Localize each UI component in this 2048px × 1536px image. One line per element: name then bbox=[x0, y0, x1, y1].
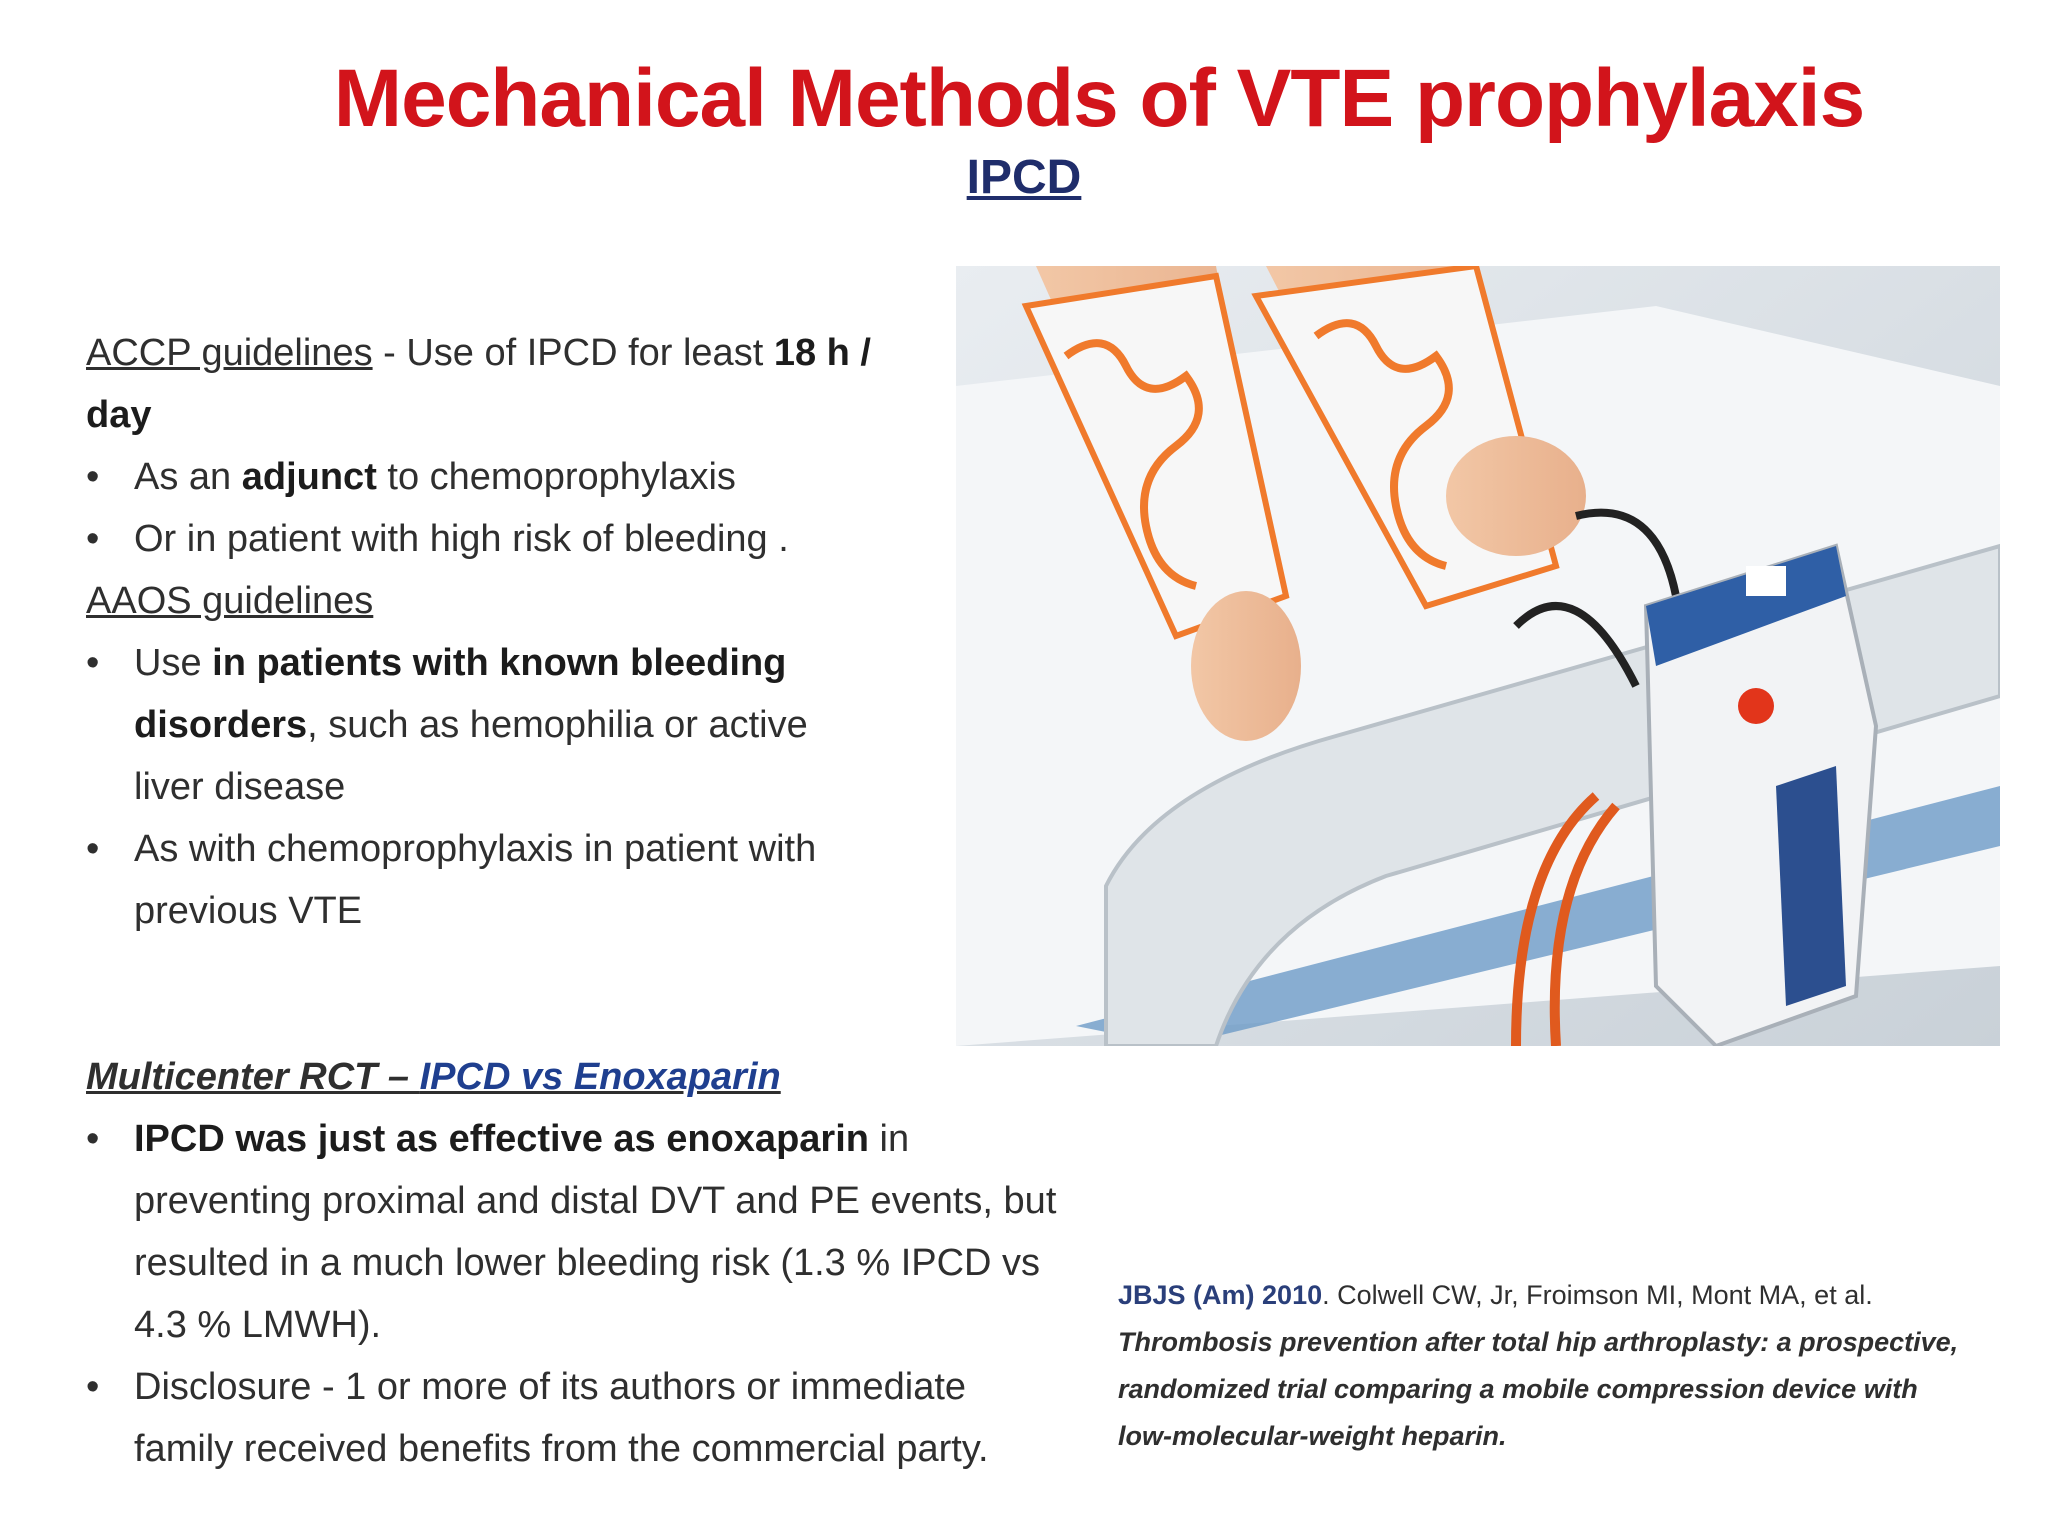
rct-section bbox=[86, 1046, 1066, 1480]
rct-heading: Multicenter RCT – bbox=[86, 1056, 420, 1098]
ipcd-device-illustration bbox=[956, 266, 2000, 1046]
list-item: • Disclosure - 1 or more of its authors or immediate family received benefits from the commercial party. bbox=[86, 1356, 1066, 1480]
list-item: • As with chemoprophylaxis in patient with previous VTE bbox=[86, 818, 866, 942]
ipcd-device-photo bbox=[956, 266, 2000, 1046]
rct-list bbox=[86, 1108, 1066, 1480]
aaos-section bbox=[86, 570, 866, 942]
accp-heading: ACCP guidelines bbox=[86, 332, 373, 374]
list-item: • As an adjunct to chemoprophylaxis bbox=[86, 446, 946, 508]
slide-title: Mechanical Methods of VTE prophylaxis bbox=[333, 53, 1865, 144]
aaos-heading: AAOS guidelines bbox=[86, 580, 374, 622]
list-item: • IPCD was just as effective as enoxaparin in preventing proximal and distal DVT and PE events, but resulted in a much lower bleeding risk (1.3 % IPCD vs 4.3 % LMWH). bbox=[86, 1108, 1066, 1356]
reference bbox=[1118, 1272, 1978, 1460]
list-item: • Or in patient with high risk of bleeding . bbox=[86, 508, 946, 570]
rct-heading-blue: IPCD vs Enoxaparin bbox=[419, 1056, 781, 1098]
reference-title: Thrombosis prevention after total hip arthroplasty: a prospective, randomized trial comparing a mobile compression device with low-molecular-weight heparin. bbox=[1118, 1327, 1959, 1451]
accp-heading-rest: - Use of IPCD for least bbox=[372, 332, 774, 374]
accp-section bbox=[86, 322, 946, 570]
slide-subtitle: IPCD bbox=[966, 151, 1082, 204]
list-item: • Use in patients with known bleeding disorders, such as hemophilia or active liver disease bbox=[86, 632, 866, 818]
accp-heading-line bbox=[86, 322, 946, 446]
reference-authors: . Colwell CW, Jr, Froimson MI, Mont MA, et al. bbox=[1322, 1280, 1873, 1310]
aaos-list bbox=[86, 632, 866, 942]
rct-heading-line bbox=[86, 1046, 1066, 1108]
reference-journal: JBJS (Am) 2010 bbox=[1118, 1280, 1323, 1310]
accp-heading-bold: 18 h / day bbox=[86, 332, 871, 436]
accp-list bbox=[86, 446, 946, 570]
